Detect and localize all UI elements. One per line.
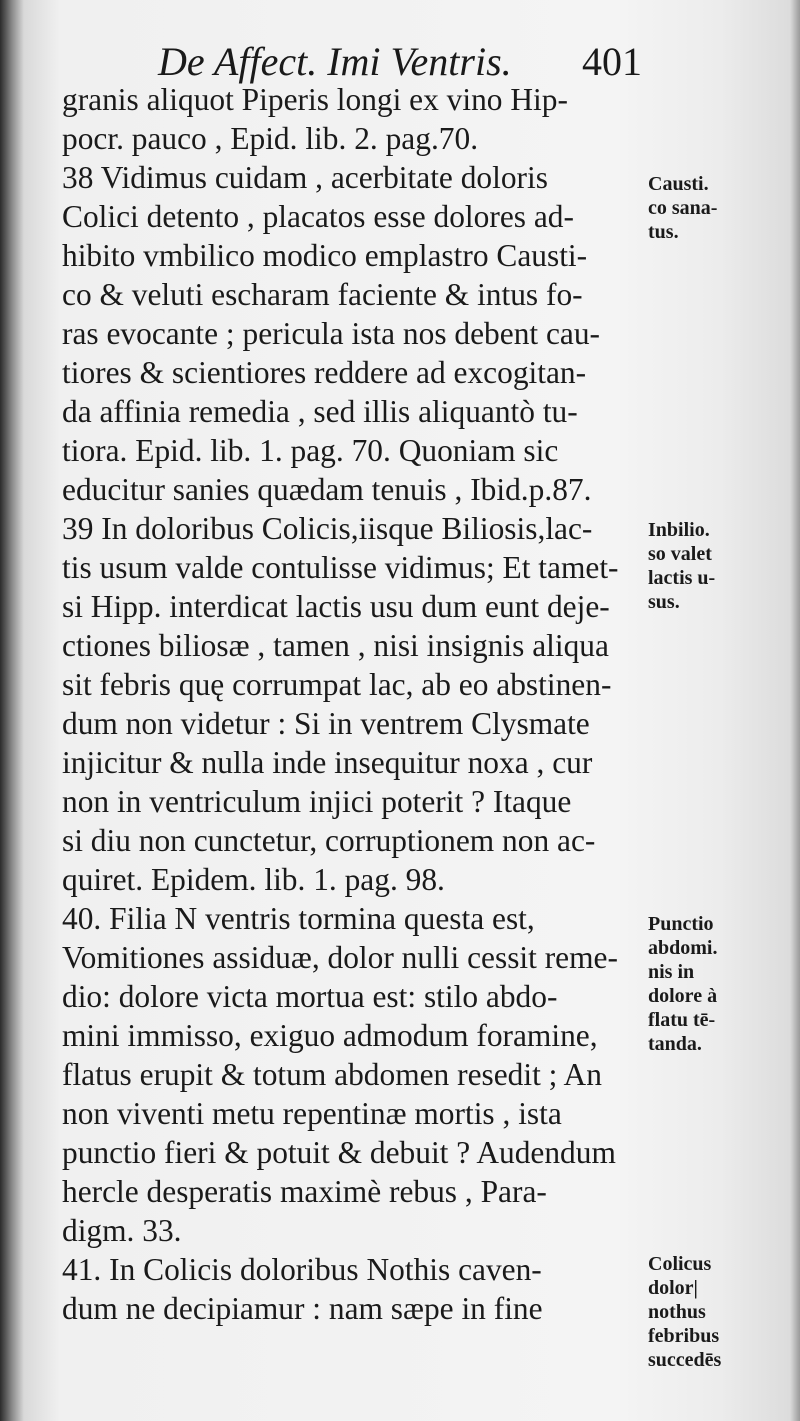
margin-note-line: febribus bbox=[648, 1325, 720, 1347]
page-number: 401 bbox=[582, 39, 642, 84]
text-line: sit febris quę corrumpat lac, ab eo abstinen- bbox=[62, 667, 612, 702]
text-line: non in ventriculum injici poterit ? Itaque bbox=[62, 784, 572, 819]
text-line: Colici detento , placatos esse dolores ad- bbox=[62, 199, 574, 234]
text-line: digm. 33. bbox=[62, 1213, 182, 1248]
margin-note-line: nothus bbox=[648, 1301, 706, 1323]
text-line: flatus erupit & totum abdomen resedit ; An bbox=[62, 1057, 602, 1092]
text-line: educitur sanies quædam tenuis , Ibid.p.87. bbox=[62, 472, 592, 507]
text-line: dum ne decipiamur : nam sæpe in fine bbox=[62, 1291, 543, 1326]
margin-note-line: lactis u- bbox=[648, 567, 716, 589]
margin-note bbox=[648, 1252, 721, 1372]
text-line: hercle desperatis maximè rebus , Para- bbox=[62, 1174, 547, 1209]
margin-note-line: sus. bbox=[648, 591, 680, 613]
text-line: ras evocante ; pericula ista nos debent cau- bbox=[62, 316, 601, 351]
text-line: 39 In doloribus Colicis,iisque Biliosis,lac- bbox=[62, 511, 593, 546]
running-title: De Affect. Imi Ventris. bbox=[158, 39, 512, 84]
margin-note-line: so valet bbox=[648, 543, 712, 565]
text-line: da affinia remedia , sed illis aliquantò tu- bbox=[62, 394, 578, 429]
main-text-block bbox=[62, 80, 652, 1328]
text-line: dio: dolore victa mortua est: stilo abdo- bbox=[62, 979, 558, 1014]
text-line: Vomitiones assiduæ, dolor nulli cessit reme- bbox=[62, 940, 618, 975]
margin-note-line: Colicus bbox=[648, 1253, 712, 1275]
text-line: granis aliquot Piperis longi ex vino Hip- bbox=[62, 82, 568, 117]
text-line: tiora. Epid. lib. 1. pag. 70. Quoniam sic bbox=[62, 433, 559, 468]
margin-note-line: tus. bbox=[648, 221, 679, 243]
text-line: hibito vmbilico modico emplastro Causti- bbox=[62, 238, 588, 273]
text-line: non viventi metu repentinæ mortis , ista bbox=[62, 1096, 562, 1131]
margin-note-line: dolore à bbox=[648, 985, 718, 1007]
text-line: co & veluti escharam faciente & intus fo- bbox=[62, 277, 583, 312]
margin-note-line: succedēs bbox=[648, 1349, 722, 1371]
text-line: punctio fieri & potuit & debuit ? Audendum bbox=[62, 1135, 616, 1170]
text-line: si Hipp. interdicat lactis usu dum eunt deje- bbox=[62, 589, 610, 624]
margin-note bbox=[648, 172, 717, 244]
text-line: quiret. Epidem. lib. 1. pag. 98. bbox=[62, 862, 445, 897]
margin-note-line: Inbilio. bbox=[648, 519, 710, 541]
margin-note-line: Causti. bbox=[648, 173, 709, 195]
margin-note-line: tanda. bbox=[648, 1033, 702, 1055]
text-line: tiores & scientiores reddere ad excogitan- bbox=[62, 355, 587, 390]
text-line: si diu non cunctetur, corruptionem non ac- bbox=[62, 823, 596, 858]
margin-note bbox=[648, 912, 717, 1056]
text-line: 41. In Colicis doloribus Nothis caven- bbox=[62, 1252, 542, 1287]
text-line: mini immisso, exiguo admodum foramine, bbox=[62, 1018, 598, 1053]
margin-note bbox=[648, 518, 715, 614]
text-line: 38 Vidimus cuidam , acerbitate doloris bbox=[62, 160, 548, 195]
text-line: tis usum valde contulisse vidimus; Et tamet- bbox=[62, 550, 619, 585]
margin-note-line: co sana- bbox=[648, 197, 718, 219]
margin-note-line: dolor| bbox=[648, 1277, 698, 1299]
text-line: dum non videtur : Si in ventrem Clysmate bbox=[62, 706, 590, 741]
margin-note-line: abdomi. bbox=[648, 937, 718, 959]
text-line: ctiones biliosæ , tamen , nisi insignis aliqua bbox=[62, 628, 609, 663]
margin-note-line: flatu tē- bbox=[648, 1009, 716, 1031]
text-line: 40. Filia N ventris tormina questa est, bbox=[62, 901, 535, 936]
margin-note-line: Punctio bbox=[648, 913, 714, 935]
text-line: injicitur & nulla inde insequitur noxa , cur bbox=[62, 745, 593, 780]
text-line: pocr. pauco , Epid. lib. 2. pag.70. bbox=[62, 121, 479, 156]
margin-note-line: nis in bbox=[648, 961, 695, 983]
